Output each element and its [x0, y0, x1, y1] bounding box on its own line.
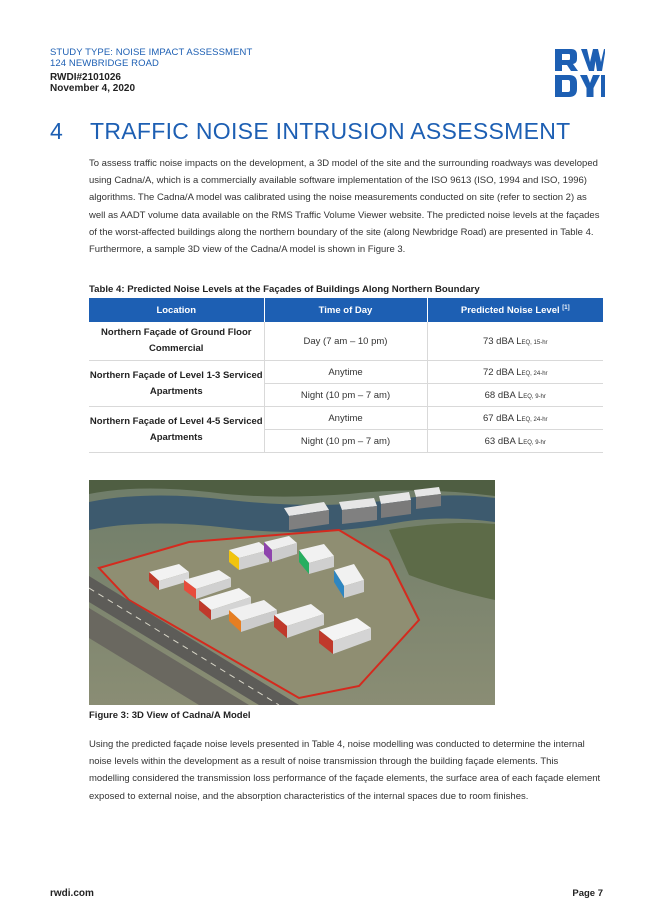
- document-header: [50, 47, 252, 94]
- header-time: Time of Day: [264, 298, 427, 322]
- cadna-3d-view: [89, 480, 495, 705]
- time-cell: Day (7 am – 10 pm): [264, 322, 427, 361]
- project-number: RWDI#2101026: [50, 72, 121, 83]
- time-cell: Night (10 pm – 7 am): [264, 430, 427, 453]
- header-level: [427, 298, 603, 322]
- level-subscript: EQ, 24-hr: [521, 370, 548, 377]
- level-value: 72 dBA L: [482, 366, 522, 378]
- header-location: Location: [89, 298, 264, 322]
- level-value: 67 dBA L: [482, 412, 522, 424]
- level-subscript: EQ, 15-hr: [521, 339, 548, 346]
- table-row: [89, 322, 603, 361]
- section-number: 4: [50, 118, 64, 144]
- level-value: 73 dBA L: [482, 335, 522, 347]
- section-title: TRAFFIC NOISE INTRUSION ASSESSMENT: [90, 118, 571, 144]
- intro-paragraph: To assess traffic noise impacts on the development, a 3D model of the site and the surrounding roadways was developed using Cadna/A, which is a commercially available software implementation of the ISO 9613 (ISO, 1994 and ISO, 1996) algorithms. The Cadna/A model was calibrated using the noise measurements conducted on site (refer to section 2) as well as AADT volume data available on the RMS Traffic Volume Viewer website. The predicted noise levels at the façades of the worst-affected buildings along the northern boundary of the site (along Newbridge Road) are presented in Table 4. Furthermore, a sample 3D view of the Cadna/A model is shown in Figure 3.: [89, 158, 600, 256]
- header-level-note: [1]: [562, 304, 570, 311]
- noise-level-table: [89, 298, 603, 453]
- time-cell: Night (10 pm – 7 am): [264, 384, 427, 407]
- site-address: 124 NEWBRIDGE ROAD: [50, 58, 159, 69]
- table-row: [89, 361, 603, 384]
- level-cell: [427, 322, 603, 361]
- time-cell: Anytime: [264, 361, 427, 384]
- rwdi-logo: [555, 49, 605, 97]
- time-cell: Anytime: [264, 407, 427, 430]
- level-cell: [427, 407, 603, 430]
- header-level-label: Predicted Noise Level: [460, 304, 560, 316]
- document-date: November 4, 2020: [50, 83, 136, 94]
- location-cell: Northern Façade of Level 1-3 Serviced Apartments: [89, 361, 264, 407]
- table-header-row: [89, 298, 603, 322]
- location-cell: Northern Façade of Level 4-5 Serviced Apartments: [89, 407, 264, 453]
- level-subscript: EQ, 9-hr: [523, 439, 546, 446]
- level-cell: [427, 430, 603, 453]
- location-cell: Northern Façade of Ground Floor Commercial: [89, 322, 264, 361]
- closing-paragraph: Using the predicted façade noise levels presented in Table 4, noise modelling was conducted to determine the internal noise levels within the development as a result of noise transmission through the building façade elements. This modelling considered the transmission loss performance of the façade elements, the surface area of each façade element exposed to external noise, and the absorption characteristics of the internal spaces due to room finishes.: [89, 739, 601, 802]
- level-value: 63 dBA L: [484, 435, 524, 447]
- level-value: 68 dBA L: [484, 389, 524, 401]
- page-number: Page 7: [572, 888, 603, 899]
- cadna-model-image: [89, 480, 495, 705]
- level-subscript: EQ, 24-hr: [521, 416, 548, 423]
- level-subscript: EQ, 9-hr: [523, 393, 546, 400]
- level-cell: [427, 384, 603, 407]
- section-heading: [50, 118, 570, 145]
- study-type: STUDY TYPE: NOISE IMPACT ASSESSMENT: [50, 47, 253, 58]
- table-row: [89, 407, 603, 430]
- footer-website: rwdi.com: [50, 888, 94, 899]
- table-caption: Table 4: Predicted Noise Levels at the Façades of Buildings Along Northern Boundary: [89, 284, 480, 295]
- level-cell: [427, 361, 603, 384]
- figure-caption: Figure 3: 3D View of Cadna/A Model: [89, 710, 251, 721]
